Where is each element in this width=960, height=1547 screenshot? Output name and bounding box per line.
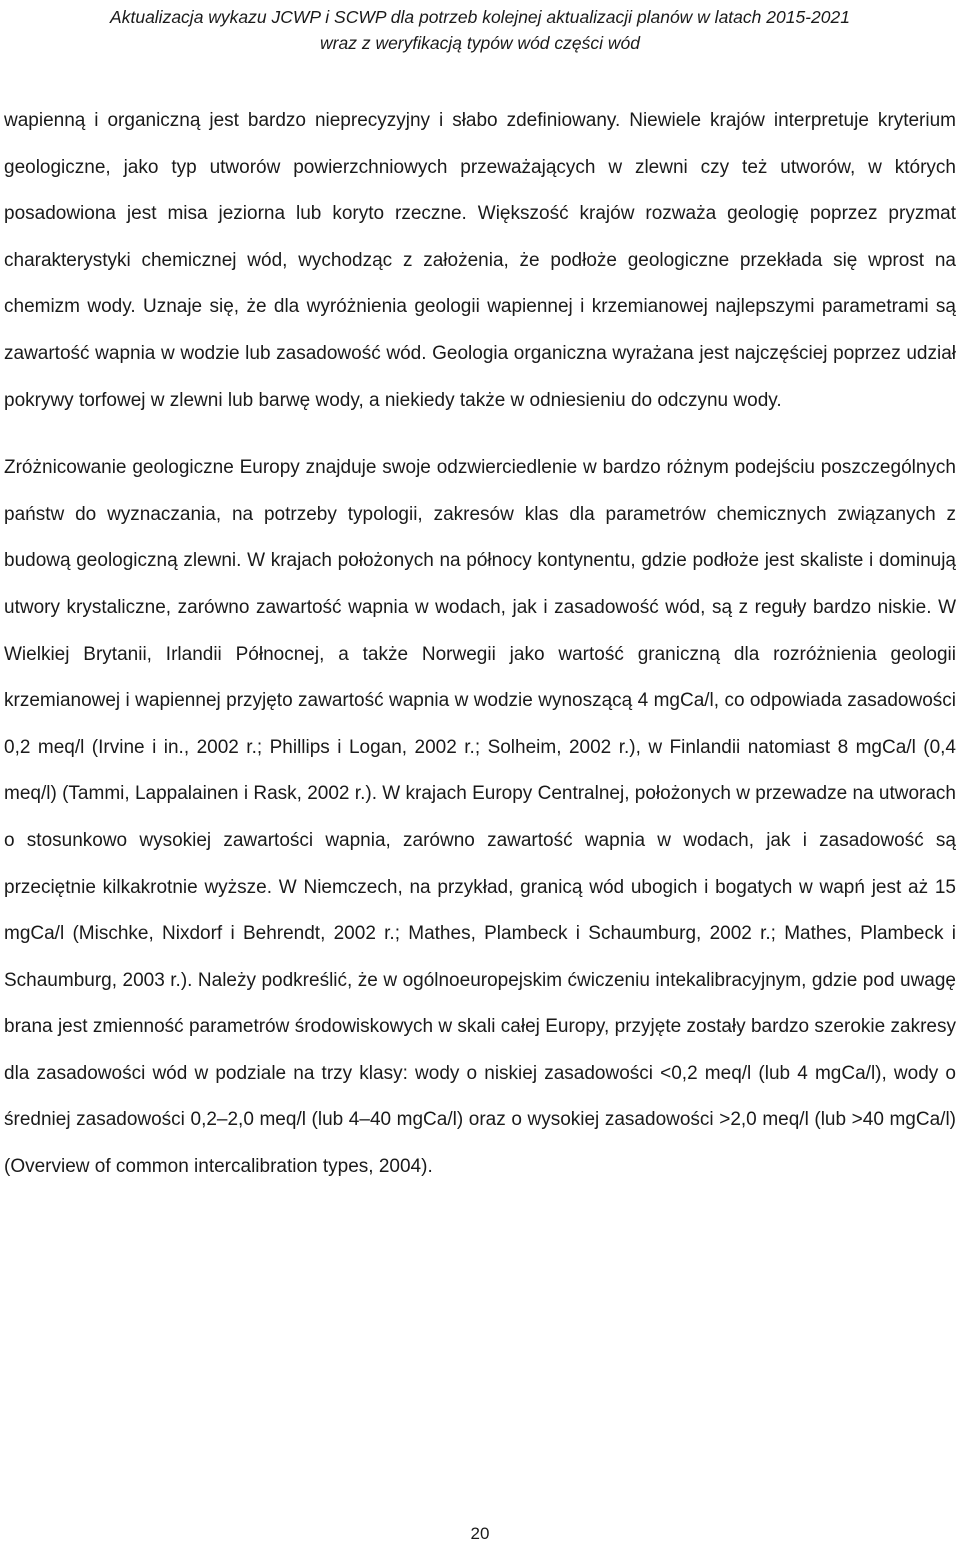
header-title-line-2: wraz z weryfikacją typów wód części wód [320, 33, 640, 53]
page-header [0, 4, 960, 56]
document-body [4, 98, 956, 1191]
header-title-line-1: Aktualizacja wykazu JCWP i SCWP dla potrzeb kolejnej aktualizacji planów w latach 2015-2021 [110, 7, 850, 27]
paragraph-1: wapienną i organiczną jest bardzo nieprecyzyjny i słabo zdefiniowany. Niewiele krajów interpretuje kryterium geologiczne, jako typ utworów powierzchniowych przeważających w zlewni czy też utworów, w których posadowiona jest misa jeziorna lub koryto rzeczne. Większość krajów rozważa geologię poprzez pryzmat charakterystyki chemicznej wód, wychodząc z założenia, że podłoże geologiczne przekłada się wprost na chemizm wody. Uznaje się, że dla wyróżnienia geologii wapiennej i krzemianowej najlepszymi parametrami są zawartość wapnia w wodzie lub zasadowość wód. Geologia organiczna wyrażana jest najczęściej poprzez udział pokrywy torfowej w zlewni lub barwę wody, a niekiedy także w odniesieniu do odczynu wody. [4, 110, 956, 411]
paragraph-2: Zróżnicowanie geologiczne Europy znajduje swoje odzwierciedlenie w bardzo różnym podejściu poszczególnych państw do wyznaczania, na potrzeby typologii, zakresów klas dla parametrów chemicznych związanych z budową geologiczną zlewni. W krajach położonych na północy kontynentu, gdzie podłoże jest skaliste i dominują utwory krystaliczne, zarówno zawartość wapnia w wodach, jak i zasadowość wód, są z reguły bardzo niskie. W Wielkiej Brytanii, Irlandii Północnej, a także Norwegii jako wartość graniczną dla rozróżnienia geologii krzemianowej i wapiennej przyjęto zawartość wapnia w wodzie wynoszącą 4 mgCa/l, co odpowiada zasadowości 0,2 meq/l (Irvine i in., 2002 r.; Phillips i Logan, 2002 r.; Solheim, 2002 r.), w Finlandii natomiast 8 mgCa/l (0,4 meq/l) (Tammi, Lappalainen i Rask, 2002 r.). W krajach Europy Centralnej, położonych w przewadze na utworach o stosunkowo wysokiej zawartości wapnia, zarówno zawartość wapnia w wodach, jak i zasadowość są przeciętnie kilkakrotnie wyższe. W Niemczech, na przykład, granicą wód ubogich i bogatych w wapń jest aż 15 mgCa/l (Mischke, Nixdorf i Behrendt, 2002 r.; Mathes, Plambeck i Schaumburg, 2002 r.; Mathes, Plambeck i Schaumburg, 2003 r.). Należy podkreślić, że w ogólnoeuropejskim ćwiczeniu intekalibracyjnym, gdzie pod uwagę brana jest zmienność parametrów środowiskowych w skali całej Europy, przyjęte zostały bardzo szerokie zakresy dla zasadowości wód w podziale na trzy klasy: wody o niskiej zasadowości <0,2 meq/l (lub 4 mgCa/l), wody o średniej zasadowości 0,2–2,0 meq/l (lub 4–40 mgCa/l) oraz o wysokiej zasadowości >2,0 meq/l (lub >40 mgCa/l) (Overview of common intercalibration types, 2004). [4, 457, 956, 1178]
page-number: 20 [470, 1524, 490, 1543]
